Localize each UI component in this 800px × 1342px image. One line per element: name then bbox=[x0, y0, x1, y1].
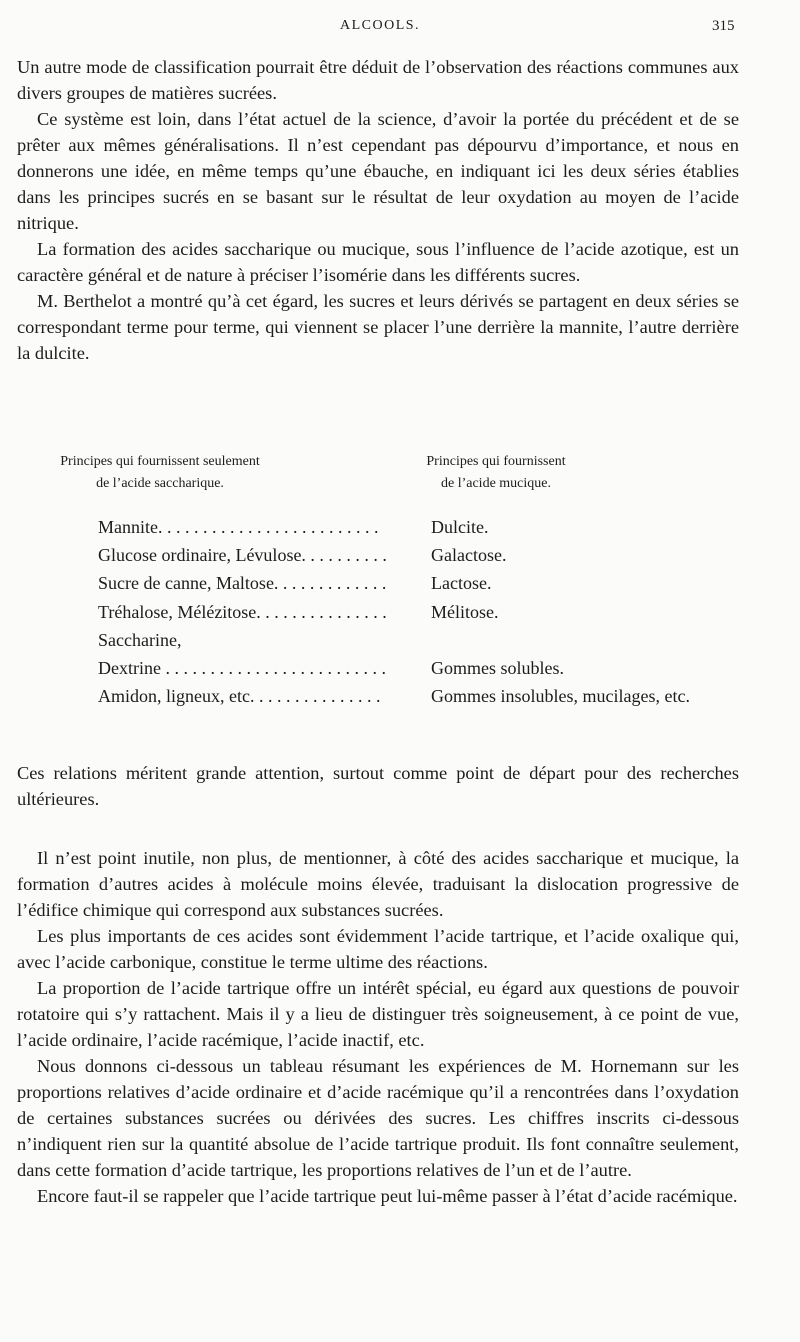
saccharique-entry: Saccharine, bbox=[98, 629, 182, 650]
paragraph: Les plus importants de ces acides sont évidemment l’acide tartrique, et l’acide oxalique qui, avec l’acide carbonique, constitue le terme ultime des réactions. bbox=[17, 926, 739, 972]
page-number: 315 bbox=[712, 18, 735, 34]
saccharique-entry: Amidon, ligneux, etc. . . . . . . . . . . . . . . bbox=[98, 686, 381, 707]
closing-paragraphs bbox=[17, 845, 739, 1209]
header-line: Principes qui fournissent bbox=[426, 454, 566, 469]
running-head: ALCOOLS. bbox=[340, 18, 421, 33]
saccharique-entry: Glucose ordinaire, Lévulose. . . . . . . . . . bbox=[98, 545, 387, 566]
header-line: Principes qui fournissent seulement bbox=[60, 454, 260, 469]
saccharique-entry: Tréhalose, Mélézitose. . . . . . . . . . . . . . . bbox=[98, 601, 387, 622]
paragraph: La formation des acides saccharique ou mucique, sous l’influence de l’acide azotique, est un caractère général et de nature à préciser l’isomérie dans les différents sucres. bbox=[17, 239, 739, 285]
table-row bbox=[98, 573, 758, 601]
mucique-entry: Gommes insolubles, mucilages, etc. bbox=[431, 686, 690, 707]
header-line: de l’acide mucique. bbox=[440, 476, 551, 491]
mucique-entry: Mélitose. bbox=[431, 601, 499, 622]
mucique-entry: Galactose. bbox=[431, 545, 507, 566]
saccharique-entry: Dextrine . . . . . . . . . . . . . . . . . . . . . . . . . bbox=[98, 657, 386, 678]
table-header-saccharique bbox=[28, 451, 292, 495]
table-header-mucique bbox=[392, 451, 600, 495]
mucique-entry: Dulcite. bbox=[431, 517, 489, 537]
paragraph: Un autre mode de classification pourrait être déduit de l’observation des réactions communes aux divers groupes de matières sucrées. bbox=[17, 57, 739, 103]
mucique-entry: Lactose. bbox=[431, 573, 492, 594]
table-row bbox=[98, 517, 758, 545]
sugar-series-table bbox=[98, 517, 758, 714]
paragraph: Il n’est point inutile, non plus, de mentionner, à côté des acides saccharique et mucique, la formation d’autres acides à molécule moins élevée, traduisant la dislocation progressive de l’édifice chimique qui correspond aux substances sucrées. bbox=[17, 848, 739, 920]
table-row bbox=[98, 630, 758, 658]
paragraph: Ces relations méritent grande attention, surtout comme point de départ pour des recherches ultérieures. bbox=[17, 763, 739, 809]
header-line: de l’acide saccharique. bbox=[96, 476, 224, 491]
table-row bbox=[98, 686, 758, 714]
paragraph: Ce système est loin, dans l’état actuel de la science, d’avoir la portée du précédent et de se prêter aux mêmes généralisations. Il n’est cependant pas dépourvu d’importance, et nous en donnerons une idée, en même temps qu’une ébauche, en indiquant ici les deux séries établies dans les principes sucrés en se basant sur le résultat de leur oxydation au moyen de l’acide nitrique. bbox=[17, 109, 739, 233]
paragraph: La proportion de l’acide tartrique offre un intérêt spécial, eu égard aux questions de pouvoir rotatoire qui s’y rattachent. Mais il y a lieu de distinguer très soigneusement, à ce point de vue, l’acide ordinaire, l’acide racémique, l’acide inactif, etc. bbox=[17, 978, 739, 1050]
mucique-entry: Gommes solubles. bbox=[431, 657, 564, 678]
saccharique-entry: Sucre de canne, Maltose. . . . . . . . . . . . . bbox=[98, 573, 387, 594]
saccharique-entry: Mannite. . . . . . . . . . . . . . . . . . . . . . . . . bbox=[98, 517, 379, 537]
table-row bbox=[98, 545, 758, 573]
intro-paragraphs bbox=[17, 54, 739, 366]
middle-paragraph bbox=[17, 760, 739, 812]
paragraph: Encore faut-il se rappeler que l’acide tartrique peut lui-même passer à l’état d’acide racémique. bbox=[37, 1186, 738, 1206]
table-row bbox=[98, 658, 758, 686]
paragraph: M. Berthelot a montré qu’à cet égard, les sucres et leurs dérivés se partagent en deux séries se correspondant terme pour terme, qui viennent se placer l’une derrière la mannite, l’autre derrière la dulcite. bbox=[17, 291, 739, 363]
table-row bbox=[98, 602, 758, 630]
paragraph: Nous donnons ci-dessous un tableau résumant les expériences de M. Hornemann sur les proportions relatives d’acide ordinaire et d’acide racémique qu’il a rencontrées dans l’oxydation de certaines substances sucrées ou dérivées des sucres. Les chiffres inscrits ci-dessous n’indiquent rien sur la quantité absolue de l’acide tartrique produit. Ils font connaître seulement, dans cette formation d’acide tartrique, les proportions relatives de l’un et de l’autre. bbox=[17, 1056, 739, 1180]
